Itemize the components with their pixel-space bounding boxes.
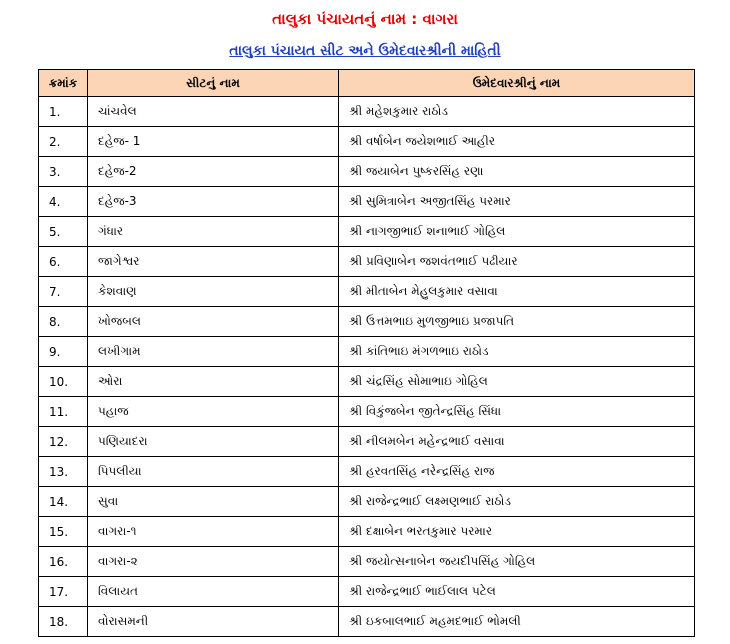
serial-cell: 11. — [39, 397, 88, 427]
table-row — [39, 97, 695, 127]
candidate-name-cell: શ્રી રાજેન્દ્રભાઈ ભાઈલાલ પટેલ — [339, 577, 695, 607]
serial-cell: 18. — [39, 607, 88, 637]
seat-name-cell: સુવા — [88, 487, 339, 517]
serial-cell: 10. — [39, 367, 88, 397]
table-row — [39, 457, 695, 487]
seat-name-cell: પહાજ — [88, 397, 339, 427]
serial-cell: 15. — [39, 517, 88, 547]
serial-cell: 7. — [39, 277, 88, 307]
table-row — [39, 427, 695, 457]
serial-cell: 8. — [39, 307, 88, 337]
header-candidate-name: ઉમેદવારશ્રીનું નામ — [339, 70, 695, 97]
seat-name-cell: ચાંચવેલ — [88, 97, 339, 127]
seat-name-cell: ખોજબલ — [88, 307, 339, 337]
table-row — [39, 517, 695, 547]
candidate-name-cell: શ્રી દક્ષાબેન ભરતકુમાર પરમાર — [339, 517, 695, 547]
seat-name-cell: ઓરા — [88, 367, 339, 397]
header-serial: ક્રમાંક — [39, 70, 88, 97]
serial-cell: 1. — [39, 97, 88, 127]
seat-name-cell: દહેજ-2 — [88, 157, 339, 187]
table-body — [39, 97, 695, 637]
header-seat-name: સીટનું નામ — [88, 70, 339, 97]
table-row — [39, 397, 695, 427]
seat-name-cell: પિપલીયા — [88, 457, 339, 487]
candidate-name-cell: શ્રી મહેશકુમાર રાઠોડ — [339, 97, 695, 127]
candidate-name-cell: શ્રી કાંતિભાઇ મંગળભાઇ રાઠોડ — [339, 337, 695, 367]
serial-cell: 17. — [39, 577, 88, 607]
candidate-name-cell: શ્રી મીતાબેન મેહુલકુમાર વસાવા — [339, 277, 695, 307]
table-row — [39, 577, 695, 607]
seat-name-cell: વાગરા-૨ — [88, 547, 339, 577]
page-title: તાલુકા પંચાયતનું નામ : વાગરા — [272, 10, 458, 28]
candidates-table — [38, 69, 695, 637]
candidate-name-cell: શ્રી પ્રવિણાબેન જશવંતભાઈ પઢીયાર — [339, 247, 695, 277]
candidate-name-cell: શ્રી ઉત્તમભાઇ મુળજીભાઇ પ્રજાપતિ — [339, 307, 695, 337]
serial-cell: 5. — [39, 217, 88, 247]
seat-name-cell: વિલાયત — [88, 577, 339, 607]
table-row — [39, 337, 695, 367]
candidate-name-cell: શ્રી જયોત્સનાબેન જયદીપસિંહ ગોહિલ — [339, 547, 695, 577]
seat-name-cell: ગંધાર — [88, 217, 339, 247]
table-row — [39, 547, 695, 577]
seat-name-cell: દહેજ-3 — [88, 187, 339, 217]
table-row — [39, 127, 695, 157]
table-row — [39, 607, 695, 637]
candidate-name-cell: શ્રી નાગજીભાઈ શનાભાઈ ગોહિલ — [339, 217, 695, 247]
seat-name-cell: વોરાસમની — [88, 607, 339, 637]
candidate-name-cell: શ્રી વિકુંજબેન જીતેન્દ્રસિંહ સિંધા — [339, 397, 695, 427]
serial-cell: 2. — [39, 127, 88, 157]
candidate-name-cell: શ્રી હરવતસિંહ નરેન્દ્રસિંહ રાજ — [339, 457, 695, 487]
candidate-name-cell: શ્રી વર્ષાબેન જયેશભાઈ આહીર — [339, 127, 695, 157]
table-row — [39, 367, 695, 397]
candidate-name-cell: શ્રી સુમિત્રાબેન અજીતસિંહ પરમાર — [339, 187, 695, 217]
serial-cell: 12. — [39, 427, 88, 457]
table-row — [39, 487, 695, 517]
serial-cell: 16. — [39, 547, 88, 577]
table-row — [39, 247, 695, 277]
header-row — [39, 70, 695, 97]
page-subtitle: તાલુકા પંચાયત સીટ અને ઉમેદવારશ્રીની માહિતી — [229, 43, 501, 59]
seat-name-cell: જાગેશ્વર — [88, 247, 339, 277]
table-row — [39, 307, 695, 337]
candidate-name-cell: શ્રી ચંદ્રસિંહ સોમાભાઇ ગોહિલ — [339, 367, 695, 397]
table-row — [39, 187, 695, 217]
serial-cell: 14. — [39, 487, 88, 517]
candidate-name-cell: શ્રી નીલમબેન મહેન્દ્રભાઈ વસાવા — [339, 427, 695, 457]
serial-cell: 3. — [39, 157, 88, 187]
serial-cell: 9. — [39, 337, 88, 367]
serial-cell: 6. — [39, 247, 88, 277]
serial-cell: 13. — [39, 457, 88, 487]
candidate-name-cell: શ્રી જયાબેન પુષ્કરસિંહ રણા — [339, 157, 695, 187]
table-row — [39, 217, 695, 247]
candidate-name-cell: શ્રી ઇકબાલભાઈ મહમદભાઈ ભોમલી — [339, 607, 695, 637]
table-row — [39, 157, 695, 187]
seat-name-cell: કેશવાણ — [88, 277, 339, 307]
table-row — [39, 277, 695, 307]
candidate-name-cell: શ્રી રાજેન્દ્રભાઈ લક્ષ્મણભાઈ રાઠોડ — [339, 487, 695, 517]
serial-cell: 4. — [39, 187, 88, 217]
seat-name-cell: વાગરા-૧ — [88, 517, 339, 547]
seat-name-cell: લખીગામ — [88, 337, 339, 367]
seat-name-cell: દહેજ- 1 — [88, 127, 339, 157]
seat-name-cell: પણિયાદરા — [88, 427, 339, 457]
